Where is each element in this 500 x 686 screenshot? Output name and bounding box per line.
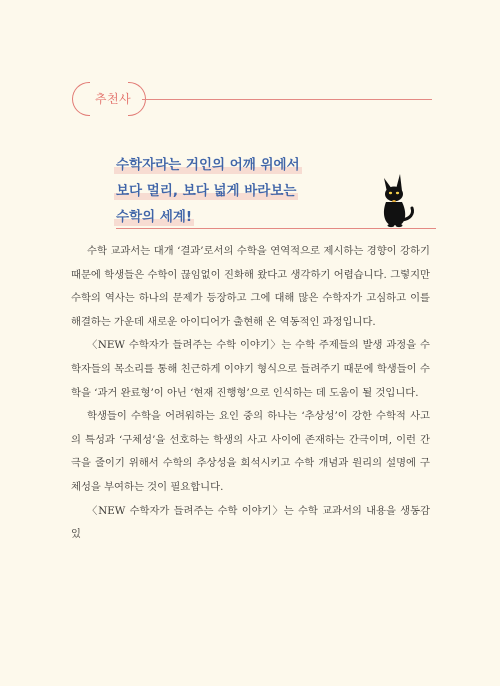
tag-divider [142,99,432,100]
section-tag [72,82,432,122]
body-text [71,240,430,547]
headline-line-1: 수학자라는 거인의 어깨 위에서 [116,152,300,178]
paragraph-3: 학생들이 수학을 어려워하는 요인 중의 하나는 ‘추상성’이 강한 수학적 사고의 특성과 ‘구체성’을 선호하는 학생의 사고 사이에 존재하는 간극이며, 이런 간극을 줄이기 위해서 수학의 추상성을 희석시키고 수학 개념과 원리의 설명에 구체성을 부여하는 것이 필요합니다. [71,410,430,493]
black-cat-icon [370,172,418,228]
headline-line-2: 보다 멀리, 보다 넓게 바라보는 [116,178,296,204]
paragraph-4: 〈NEW 수학자가 들려주는 수학 이야기〉는 수학 교과서의 내용을 생동감 있 [71,504,430,541]
headline-line-3: 수학의 세계! [116,204,192,230]
paragraph-2: 〈NEW 수학자가 들려주는 수학 이야기〉는 수학 주제들의 발생 과정을 수학자들의 목소리를 통해 친근하게 이야기 형식으로 들려주기 때문에 학생들이 수학을 ‘과거 완료형’이 아닌 ‘현재 진행형’으로 인식하는 데 도움이 될 것입니다. [71,339,430,399]
section-tag-label: 추천사 [94,92,132,106]
headline [116,152,376,230]
paragraph-1: 수학 교과서는 대개 ‘결과’로서의 수학을 연역적으로 제시하는 경향이 강하기 때문에 학생들은 수학이 끊임없이 진화해 왔다고 생각하기 어렵습니다. 그렇지만 수학의 역사는 하나의 문제가 등장하고 그에 대해 많은 수학자가 고심하고 이를 해결하는 가운데 새로운 아이디어가 출현해 온 역동적인 과정입니다. [71,245,430,328]
